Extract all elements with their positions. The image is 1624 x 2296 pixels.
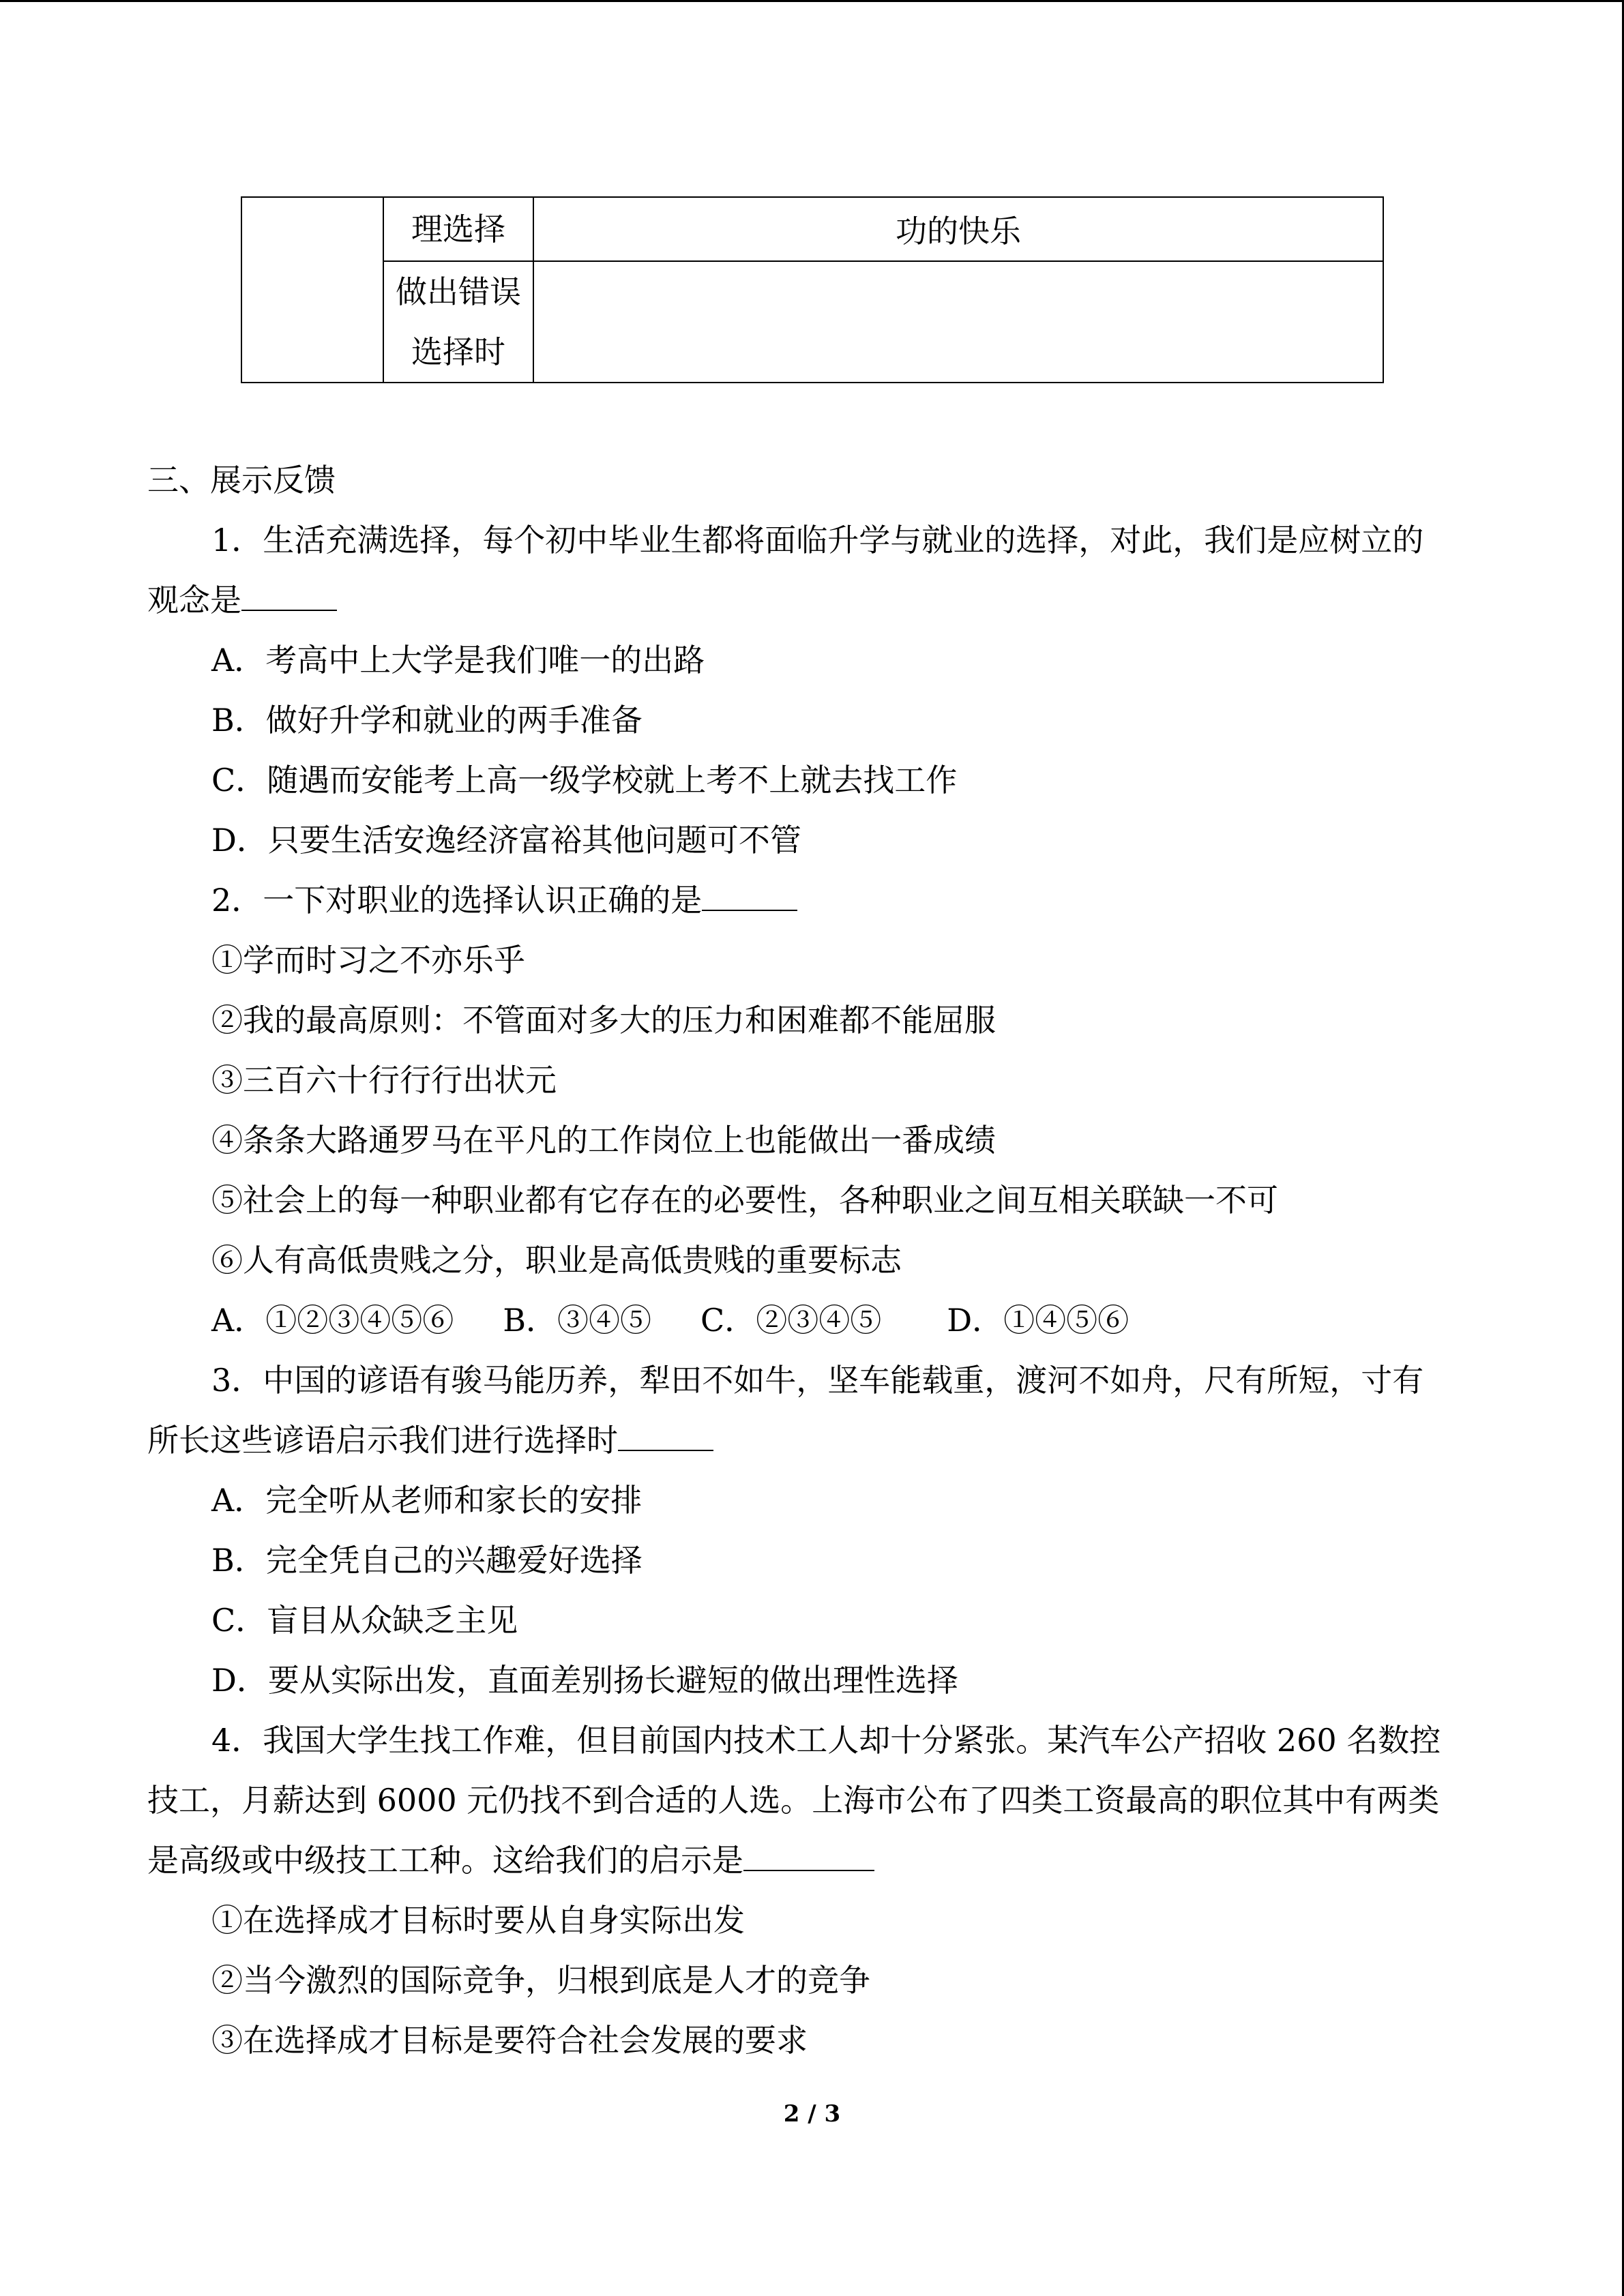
answer-blank: [618, 1416, 713, 1451]
question-4-line-2: 技工，月薪达到 6000 元仍找不到合适的人选。上海市公布了四类工资最高的职位其中有两类: [147, 1782, 1440, 1819]
question-2-option-a: A．①②③④⑤⑥: [211, 1302, 454, 1339]
table-cell-text: [533, 261, 1383, 383]
question-3-option-b: B．完全凭自己的兴趣爱好选择: [211, 1542, 643, 1579]
question-4-stem-end: 是高级或中级技工工种。这给我们的启示是: [147, 1842, 743, 1879]
question-3-line-1: 3．中国的谚语有骏马能历养，犁田不如牛，坚车能载重，渡河不如舟，尺有所短，寸有: [211, 1362, 1424, 1399]
table-cell-label: 做出错误选择时: [383, 261, 533, 383]
document-body: [147, 450, 1477, 2070]
question-1-line-1: 1．生活充满选择，每个初中毕业生都将面临升学与就业的选择，对此，我们是应树立的: [211, 522, 1424, 558]
question-1-option-d: D．只要生活安逸经济富裕其他问题可不管: [211, 822, 801, 859]
question-4-line-1: 4．我国大学生找工作难，但目前国内技术工人却十分紧张。某汽车公产招收 260 名数控: [211, 1722, 1441, 1759]
question-1-stem-end: 观念是: [147, 582, 241, 618]
question-1-option-c: C．随遇而安能考上高一级学校就上考不上就去找工作: [211, 762, 958, 799]
table-row: [241, 261, 1383, 383]
question-3-option-c: C．盲目从众缺乏主见: [211, 1602, 518, 1639]
question-3-stem-end: 所长这些谚语启示我们进行选择时: [147, 1422, 618, 1459]
question-2-option-b: B．③④⑤: [503, 1302, 652, 1339]
question-2-item-2: ②我的最高原则：不管面对多大的压力和困难都不能屈服: [211, 1002, 996, 1039]
question-2-line-1: [147, 870, 1477, 930]
page-number: 2 / 3: [783, 2100, 841, 2128]
question-3-line-2: [147, 1410, 1477, 1470]
question-2-item-5: ⑤社会上的每一种职业都有它存在的必要性，各种职业之间互相关联缺一不可: [211, 1182, 1278, 1219]
question-1-option-a: A．考高中上大学是我们唯一的出路: [211, 642, 705, 679]
question-3-option-a: A．完全听从老师和家长的安排: [211, 1482, 643, 1519]
question-2-item-3: ③三百六十行行行出状元: [211, 1062, 557, 1099]
question-4-line-3: [147, 1830, 1477, 1890]
question-4-item-3: ③在选择成才目标是要符合社会发展的要求: [211, 2022, 808, 2059]
top-border: [0, 0, 1624, 2]
question-2-option-d: D．①④⑤⑥: [947, 1302, 1130, 1339]
answer-blank: [743, 1836, 874, 1871]
question-4-item-1: ①在选择成才目标时要从自身实际出发: [211, 1902, 745, 1939]
question-2-item-1: ①学而时习之不亦乐乎: [211, 942, 525, 979]
table-cell-text: 功的快乐: [533, 197, 1383, 261]
question-2-option-c: C．②③④⑤: [700, 1302, 882, 1339]
answer-blank: [241, 576, 337, 611]
question-4-item-2: ②当今激烈的国际竞争，归根到底是人才的竞争: [211, 1962, 870, 1999]
answer-blank: [702, 876, 797, 911]
question-2-stem: 2．一下对职业的选择认识正确的是: [211, 882, 703, 919]
question-2-item-4: ④条条大路通罗马在平凡的工作岗位上也能做出一番成绩: [211, 1122, 996, 1159]
table-cell-label: 理选择: [383, 197, 533, 261]
question-1-line-2: [147, 570, 1477, 630]
table-row: [241, 197, 1383, 261]
question-1-option-b: B．做好升学和就业的两手准备: [211, 702, 643, 739]
table-cell-empty: [241, 197, 383, 383]
question-2-item-6: ⑥人有高低贵贱之分，职业是高低贵贱的重要标志: [211, 1242, 902, 1279]
question-2-options: [147, 1290, 1477, 1350]
section-title: 三、展示反馈: [147, 462, 336, 498]
table-fragment: [241, 196, 1384, 383]
question-3-option-d: D．要从实际出发，直面差别扬长避短的做出理性选择: [211, 1662, 958, 1699]
